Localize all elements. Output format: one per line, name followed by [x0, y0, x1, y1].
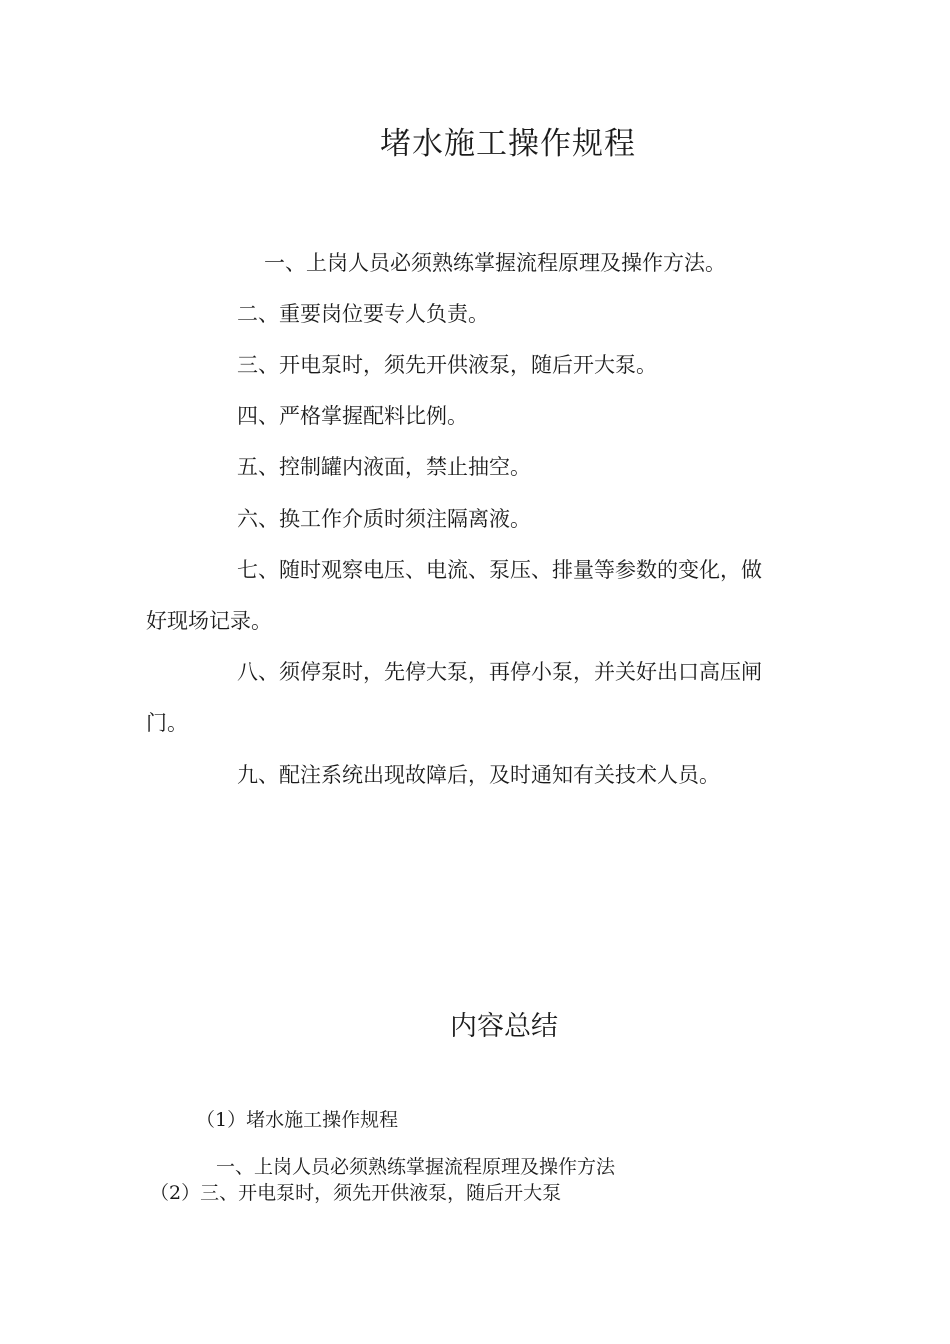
- summary-item-3: （2）三、开电泵时，须先开供液泵，随后开大泵: [150, 1182, 562, 1204]
- rule-2: 二、重要岗位要专人负责。: [237, 302, 489, 326]
- rule-4: 四、严格掌握配料比例。: [237, 404, 468, 428]
- summary-title: 内容总结: [450, 1011, 558, 1042]
- rule-8-line-2: 门。: [146, 711, 188, 735]
- summary-item-1: （1）堵水施工操作规程: [196, 1109, 399, 1131]
- rule-9: 九、配注系统出现故障后，及时通知有关技术人员。: [237, 763, 720, 787]
- document-title: 堵水施工操作规程: [380, 126, 636, 162]
- rule-5: 五、控制罐内液面，禁止抽空。: [237, 455, 531, 479]
- rule-7-line-1: 七、随时观察电压、电流、泵压、排量等参数的变化，做: [237, 558, 762, 582]
- rule-3: 三、开电泵时，须先开供液泵，随后开大泵。: [237, 353, 657, 377]
- rule-8-line-1: 八、须停泵时，先停大泵，再停小泵，并关好出口高压闸: [237, 660, 762, 684]
- summary-item-2: 一、上岗人员必须熟练掌握流程原理及操作方法: [216, 1156, 616, 1178]
- rule-7-line-2: 好现场记录。: [146, 609, 272, 633]
- rule-6: 六、换工作介质时须注隔离液。: [237, 507, 531, 531]
- rule-1: 一、上岗人员必须熟练掌握流程原理及操作方法。: [264, 251, 726, 275]
